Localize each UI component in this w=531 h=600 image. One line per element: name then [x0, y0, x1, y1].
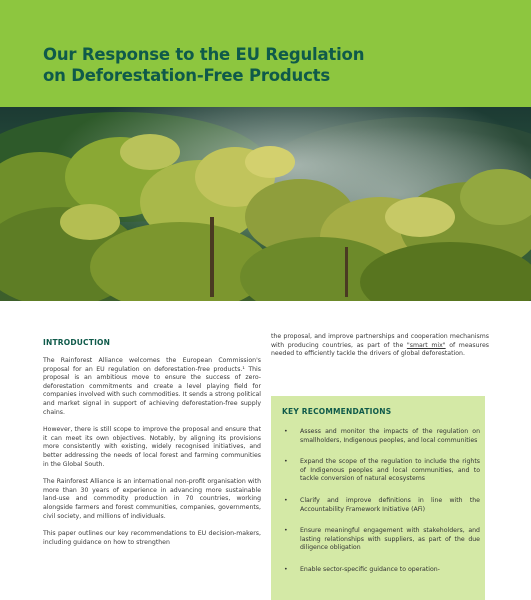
recommendation-item [282, 428, 480, 445]
key-recommendations-box [271, 396, 485, 600]
recommendations-list [282, 428, 480, 588]
continued-column [271, 333, 489, 368]
page-title-line-2: on Deforestation-Free Products [43, 66, 330, 85]
introduction-paragraph-2: However, there is still scope to improve the proposal and ensure that it can meet its own objectives. Notably, by aligning its provisions more consistently with existing, widely recognised initiatives, and better addressing the needs of local forest and farming communities in the Global South. [43, 426, 261, 468]
key-recommendations-heading: KEY RECOMMENDATIONS [282, 407, 392, 416]
recommendation-text: Expand the scope of the regulation to include the rights of Indigenous peoples and local communities, and to tackle conversion of natural ecosystems [300, 458, 480, 483]
recommendation-item [282, 458, 480, 484]
introduction-column [43, 338, 261, 556]
smart-mix-link[interactable]: "smart mix" [406, 341, 446, 349]
rainforest-photo [0, 107, 531, 301]
introduction-heading: INTRODUCTION [43, 338, 111, 347]
continued-text-end: of measures needed to efficiently tackle the drivers of global deforestation. [271, 341, 489, 358]
continued-text-start: the proposal, and improve partnerships and cooperation mechanisms with producing countries, as part of the [271, 333, 489, 349]
recommendation-text: Assess and monitor the impacts of the regulation on smallholders, Indigenous peoples, and local communities [300, 428, 480, 444]
recommendation-item [282, 497, 480, 514]
bullet-icon: • [284, 496, 288, 504]
recommendation-item [282, 527, 480, 553]
introduction-paragraph-1: The Rainforest Alliance welcomes the European Commission's proposal for an EU regulation on deforestation-free products.¹ This proposal is an ambitious move to ensure the success of zero-deforestation commitments and create a level playing field for companies involved with such commodities. It sends a strong political and market signal in support of achieving deforestation-free supply chains. [43, 357, 261, 416]
page-title-line-1: Our Response to the EU Regulation [43, 45, 365, 64]
page-title [43, 44, 364, 86]
continued-paragraph [271, 333, 489, 359]
recommendation-text: Enable sector-specific guidance to operation- [300, 565, 440, 573]
recommendation-item [282, 566, 480, 575]
recommendation-text: Clarify and improve definitions in line with the Accountability Framework Initiative (AFi) [300, 496, 480, 513]
title-banner [0, 0, 531, 107]
recommendation-text: Ensure meaningful engagement with stakeholders, and lasting relationships with suppliers, as part of the due diligence obligation [300, 527, 480, 552]
bullet-icon: • [284, 458, 288, 466]
bullet-icon: • [284, 565, 288, 573]
introduction-paragraph-4: This paper outlines our key recommendations to EU decision-makers, including guidance on how to strengthen [43, 530, 261, 546]
bullet-icon: • [284, 527, 288, 535]
bullet-icon: • [284, 428, 288, 435]
introduction-paragraph-3: The Rainforest Alliance is an international non-profit organisation with more than 30 years of experience in advancing more sustainable land-use and commodity production in 70 countries, working alongside farmers and forest communities, companies, governments, civil society, and millions of individuals. [43, 478, 261, 520]
